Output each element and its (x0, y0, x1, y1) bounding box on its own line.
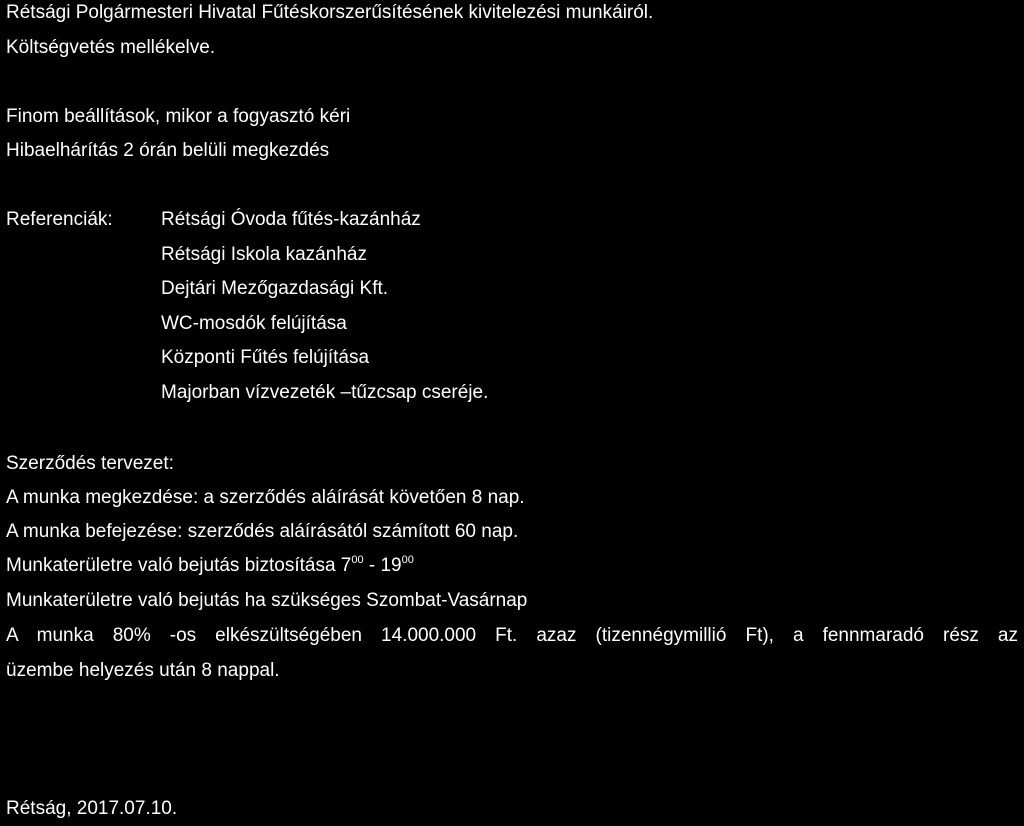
intro-line-1: Rétsági Polgármesteri Hivatal Fűtéskorszerűsítésének kivitelezési munkáiról. (6, 2, 654, 23)
reference-item: Rétsági Iskola kazánház (161, 244, 367, 265)
contract-finish: A munka befejezése: szerződés aláírásától számított 60 nap. (6, 521, 519, 542)
access-end-minutes: 00 (401, 554, 414, 566)
contract-weekend: Munkaterületre való bejutás ha szükséges Szombat-Vasárnap (6, 590, 528, 611)
intro-line-2: Költségvetés mellékelve. (6, 37, 216, 58)
contract-heading: Szerződés tervezet: (6, 453, 174, 474)
contract-payment-line-2: üzembe helyezés után 8 nappal. (6, 660, 280, 681)
reference-item: Rétsági Óvoda fűtés-kazánház (161, 209, 421, 230)
reference-item: Majorban vízvezeték –tűzcsap cseréje. (161, 382, 489, 403)
service-line-1: Finom beállítások, mikor a fogyasztó kéri (6, 106, 351, 127)
reference-item: Központi Fűtés felújítása (161, 347, 370, 368)
contract-access (6, 555, 414, 577)
contract-payment-line-1: A munka 80% -os elkészültségében 14.000.000 Ft. azaz (tizennégymillió Ft), a fennmaradó rész az (6, 625, 1018, 646)
reference-item: WC-mosdók felújítása (161, 313, 347, 334)
access-start-minutes: 00 (351, 554, 364, 566)
place-date: Rétság, 2017.07.10. (6, 798, 178, 819)
access-mid: - 19 (363, 555, 402, 576)
service-line-2: Hibaelhárítás 2 órán belüli megkezdés (6, 140, 330, 161)
references-label: Referenciák: (6, 209, 113, 230)
reference-item: Dejtári Mezőgazdasági Kft. (161, 278, 389, 299)
access-prefix: Munkaterületre való bejutás biztosítása 7 (6, 555, 352, 576)
contract-start: A munka megkezdése: a szerződés aláírását követően 8 nap. (6, 487, 525, 508)
